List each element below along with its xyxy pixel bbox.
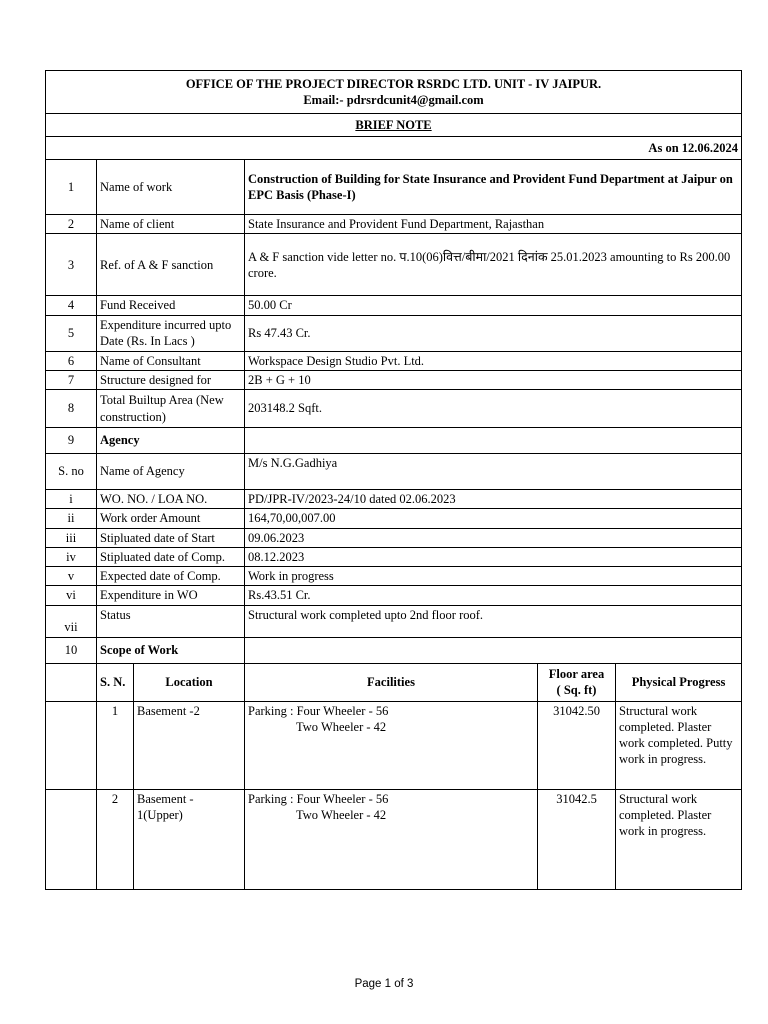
item-number: iii: [46, 528, 97, 547]
scope-sn: 1: [97, 701, 134, 789]
row-number: 1: [46, 160, 97, 215]
agency-item-row: [46, 586, 742, 605]
row-label: Name of Consultant: [97, 351, 245, 370]
item-value: Rs.43.51 Cr.: [245, 586, 742, 605]
row-fund-received: [46, 296, 742, 315]
row-value: Construction of Building for State Insurance and Provident Fund Department at Jaipur on EPC Basis (Phase-I): [245, 160, 742, 215]
office-email: Email:- pdrsrdcunit4@gmail.com: [303, 93, 484, 107]
item-label: WO. NO. / LOA NO.: [97, 490, 245, 509]
item-label: Work order Amount: [97, 509, 245, 528]
row-agency: [46, 428, 742, 454]
row-label: Ref. of A & F sanction: [97, 234, 245, 296]
item-label: Stipluated date of Comp.: [97, 547, 245, 566]
agency-item-row: [46, 528, 742, 547]
row-structure: [46, 370, 742, 389]
agency-name-label: Name of Agency: [97, 454, 245, 490]
blank-cell: [46, 701, 97, 789]
item-label: Expenditure in WO: [97, 586, 245, 605]
scope-facilities: [245, 701, 538, 789]
row-number: 7: [46, 370, 97, 389]
scope-item-row: [46, 789, 742, 889]
item-number: iv: [46, 547, 97, 566]
row-label: Scope of Work: [97, 637, 245, 663]
scope-floor-area: 31042.50: [538, 701, 616, 789]
row-label: Fund Received: [97, 296, 245, 315]
row-label: Name of client: [97, 215, 245, 234]
col-header-location: Location: [134, 663, 245, 701]
row-value-empty: [245, 637, 742, 663]
item-number: i: [46, 490, 97, 509]
agency-item-row: [46, 490, 742, 509]
scope-header-row: [46, 663, 742, 701]
item-value: 08.12.2023: [245, 547, 742, 566]
row-value: Rs 47.43 Cr.: [245, 315, 742, 351]
row-af-sanction: [46, 234, 742, 296]
row-consultant: [46, 351, 742, 370]
scope-progress: Structural work completed. Plaster work completed. Putty work in progress.: [616, 701, 742, 789]
row-name-of-client: [46, 215, 742, 234]
row-number: 8: [46, 390, 97, 428]
row-value: State Insurance and Provident Fund Department, Rajasthan: [245, 215, 742, 234]
item-number: vi: [46, 586, 97, 605]
scope-floor-area: 31042.5: [538, 789, 616, 889]
row-label: Name of work: [97, 160, 245, 215]
col-header-progress: Physical Progress: [616, 663, 742, 701]
item-number: v: [46, 567, 97, 586]
row-number: 3: [46, 234, 97, 296]
row-label: Expenditure incurred upto Date (Rs. In Lacs ): [97, 315, 245, 351]
col-header-floor-area-line1: Floor area: [548, 666, 605, 681]
col-header-floor-area-line2: ( Sq. ft): [556, 683, 597, 697]
row-value-empty: [245, 428, 742, 454]
agency-item-row: [46, 509, 742, 528]
blank-cell: [46, 789, 97, 889]
row-number: 2: [46, 215, 97, 234]
col-header-facilities: Facilities: [245, 663, 538, 701]
row-builtup-area: [46, 390, 742, 428]
row-label: Agency: [97, 428, 245, 454]
item-number: ii: [46, 509, 97, 528]
row-value: 50.00 Cr: [245, 296, 742, 315]
row-value: Workspace Design Studio Pvt. Ltd.: [245, 351, 742, 370]
row-number: 9: [46, 428, 97, 454]
row-value: 203148.2 Sqft.: [245, 390, 742, 428]
item-value: Work in progress: [245, 567, 742, 586]
row-name-of-work: [46, 160, 742, 215]
scope-progress: Structural work completed. Plaster work in progress.: [616, 789, 742, 889]
facility-line: Parking : Four Wheeler - 56: [248, 703, 389, 718]
scope-location: Basement -2: [134, 701, 245, 789]
item-label: Expected date of Comp.: [97, 567, 245, 586]
item-label: Status: [97, 605, 245, 637]
office-title: OFFICE OF THE PROJECT DIRECTOR RSRDC LTD. UNIT - IV JAIPUR.: [185, 76, 602, 91]
item-value: PD/JPR-IV/2023-24/10 dated 02.06.2023: [245, 490, 742, 509]
col-header-floor-area: [538, 663, 616, 701]
row-label: Total Builtup Area (New construction): [97, 390, 245, 428]
row-value: A & F sanction vide letter no. प.10(06)वित्त/बीमा/2021 दिनांक 25.01.2023 amounting to Rs 200.00 crore.: [245, 234, 742, 296]
row-expenditure: [46, 315, 742, 351]
agency-item-row: [46, 567, 742, 586]
item-value: Structural work completed upto 2nd floor roof.: [245, 605, 742, 637]
office-header: [46, 71, 742, 114]
agency-item-row: [46, 605, 742, 637]
agency-item-row: [46, 547, 742, 566]
row-scope: [46, 637, 742, 663]
scope-sn: 2: [97, 789, 134, 889]
item-value: 164,70,00,007.00: [245, 509, 742, 528]
scope-facilities: [245, 789, 538, 889]
item-value: 09.06.2023: [245, 528, 742, 547]
row-number: 6: [46, 351, 97, 370]
agency-name-row: [46, 454, 742, 490]
blank-cell: [46, 663, 97, 701]
facility-line: Two Wheeler - 42: [296, 807, 387, 822]
row-value: 2B + G + 10: [245, 370, 742, 389]
row-number: 5: [46, 315, 97, 351]
brief-note-table: [45, 70, 742, 890]
brief-note-title: BRIEF NOTE: [46, 114, 742, 137]
scope-item-row: [46, 701, 742, 789]
page-number: Page 1 of 3: [354, 978, 414, 990]
scope-location: Basement - 1(Upper): [134, 789, 245, 889]
row-number: 4: [46, 296, 97, 315]
item-number: vii: [46, 605, 97, 637]
facility-line: Two Wheeler - 42: [296, 719, 387, 734]
agency-sno-label: S. no: [46, 454, 97, 490]
agency-name-value: M/s N.G.Gadhiya: [245, 454, 742, 490]
as-on-date: As on 12.06.2024: [46, 137, 742, 160]
col-header-sn: S. N.: [97, 663, 134, 701]
item-label: Stipluated date of Start: [97, 528, 245, 547]
row-number: 10: [46, 637, 97, 663]
facility-line: Parking : Four Wheeler - 56: [248, 791, 389, 806]
row-label: Structure designed for: [97, 370, 245, 389]
